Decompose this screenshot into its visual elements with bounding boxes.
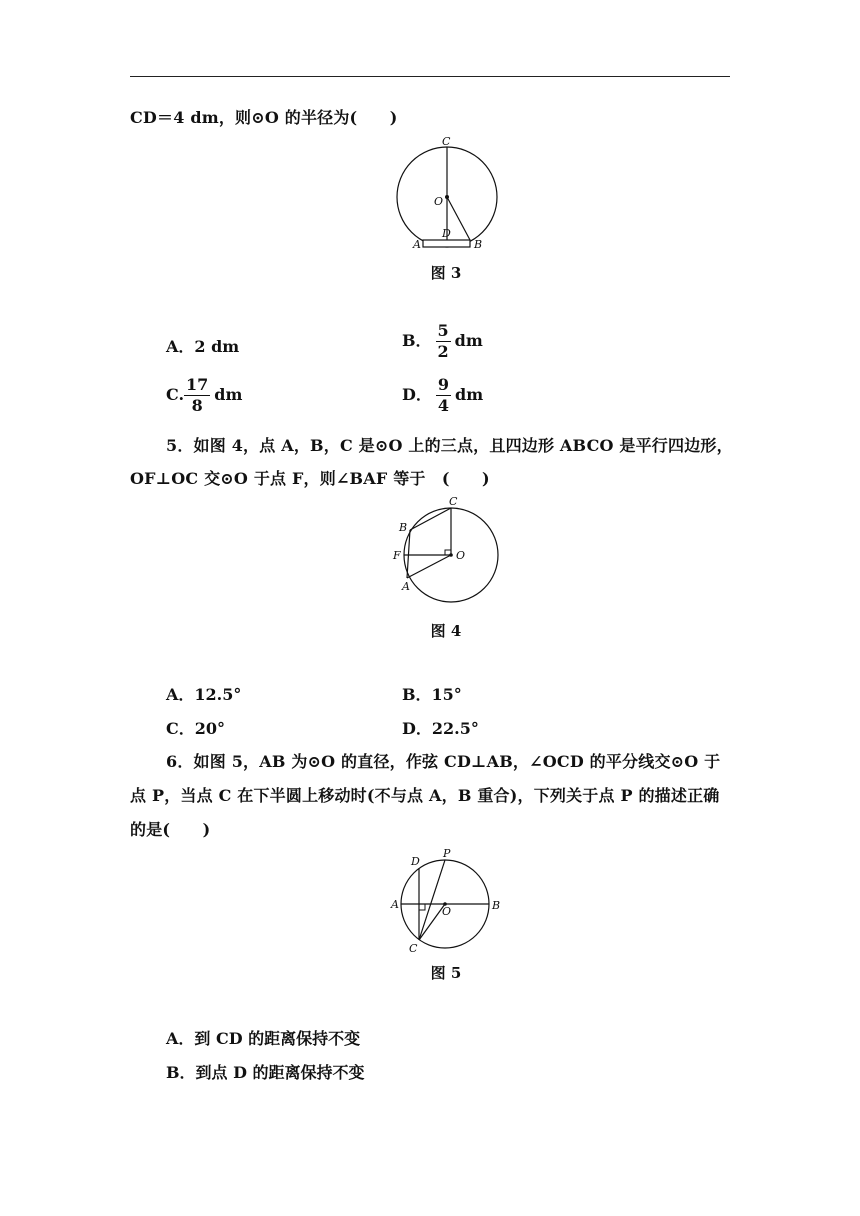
fig3-label-c: C (442, 135, 451, 148)
fig3-label-o: O (434, 195, 444, 208)
q4-option-b: B． $\frac{5}{2}$ dm (402, 321, 483, 361)
fig3-label-a: A (413, 238, 421, 251)
fig5-label-d: D (411, 855, 420, 868)
q6-stem-line-1: 6．如图 5，AB 为⊙O 的直径，作弦 CD⊥AB，∠OCD 的平分线交⊙O 于 (166, 752, 721, 771)
fig4-label-b: B (399, 521, 408, 534)
q6-option-a: A．到 CD 的距离保持不变 (166, 1029, 361, 1048)
q6-stem-line-2: 点 P，当点 C 在下半圆上移动时(不与点 A，B 重合)，下列关于点 P 的描述正确 (130, 786, 720, 805)
fig3-label-b: B (474, 238, 483, 251)
q6-stem-line-3: 的是( ) (130, 820, 211, 839)
q4-option-b-fraction: $\frac{5}{2}$ (437, 321, 449, 361)
q5-stem-line-2: OF⊥OC 交⊙O 于点 F，则∠BAF 等于 ( ) (130, 469, 490, 488)
fig3-label-d: D (442, 227, 451, 240)
q5-option-d: D．22.5° (402, 719, 479, 738)
figure-3-caption: 图 3 (430, 264, 462, 282)
header-rule (130, 76, 730, 77)
fig5-label-b: B (492, 899, 501, 912)
figure-3 (390, 132, 510, 257)
fig4-label-o: O (456, 549, 466, 562)
figure-4-caption: 图 4 (430, 622, 462, 640)
fig5-label-c: C (409, 942, 418, 955)
q6-option-b: B．到点 D 的距离保持不变 (166, 1063, 365, 1082)
fig5-label-p: P (443, 847, 451, 860)
q4-option-d: D． $\frac{9}{4}$ dm (402, 375, 484, 415)
figure-4 (390, 494, 510, 609)
fig5-label-o: O (442, 905, 452, 918)
q4-option-c: C. $\frac{17}{8}$ dm (166, 375, 243, 415)
q4-stem-tail: CD＝4 dm，则⊙O 的半径为( ) (130, 108, 398, 127)
q4-option-d-fraction: $\frac{9}{4}$ (437, 375, 450, 415)
fig5-label-a: A (391, 898, 399, 911)
q5-option-b: B．15° (402, 685, 462, 704)
fig4-label-f: F (393, 549, 401, 562)
q5-stem-line-1: 5．如图 4，点 A，B，C 是⊙O 上的三点，且四边形 ABCO 是平行四边形， (166, 436, 733, 455)
q4-option-c-fraction: $\frac{17}{8}$ (186, 375, 209, 415)
q4-option-a: A．2 dm (166, 337, 240, 356)
fig4-label-c: C (449, 495, 458, 508)
q5-option-a: A．12.5° (166, 685, 242, 704)
figure-5 (388, 844, 518, 959)
figure-5-caption: 图 5 (430, 964, 462, 982)
fig4-label-a: A (402, 580, 410, 593)
q5-option-c: C．20° (166, 719, 226, 738)
